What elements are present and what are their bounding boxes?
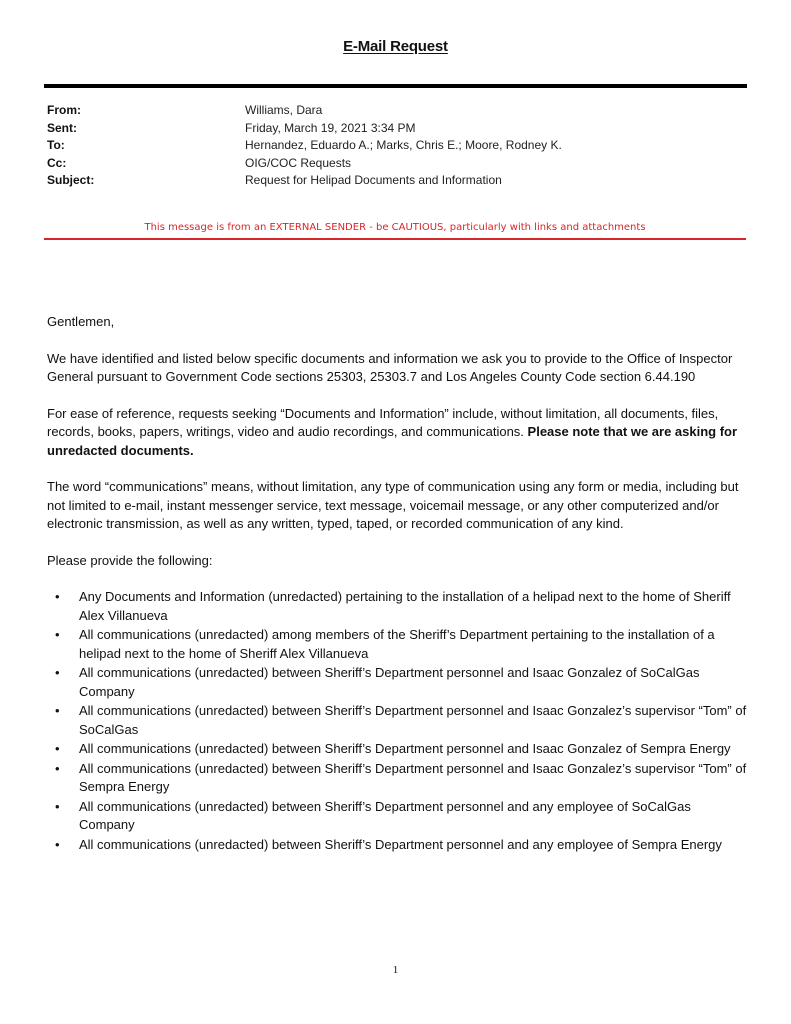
to-label: To: — [47, 138, 65, 152]
list-item: • All communications (unredacted) between Sheriff’s Department personnel and Isaac Gonzalez’s supervisor “Tom” of SoCalGas — [55, 703, 747, 737]
cc-row — [47, 155, 747, 173]
paragraph-definition-communications: The word “communications” means, without limitation, any type of communication using any form or media, including but not limited to e-mail, instant messenger service, text message, voicemail message, or any other computerized and/or electronic transmission, as well as any written, typed, taped, or recorded communication of any kind. — [47, 479, 739, 531]
email-header — [47, 102, 747, 190]
from-value: Williams, Dara — [245, 103, 323, 117]
header-divider — [44, 84, 747, 88]
bullet-icon: • — [55, 760, 60, 776]
bullet-icon: • — [55, 798, 60, 814]
bullet-icon: • — [55, 741, 60, 756]
unredacted-notice: Please note that we are asking for unredacted documents. — [47, 424, 738, 458]
request-list — [47, 588, 747, 854]
paragraph-purpose: We have identified and listed below specific documents and information we ask you to provide to the Office of Inspector General pursuant to Government Code sections 25303, 25303.7 and Los Angeles County Code section 6.44.190 — [47, 350, 733, 384]
bullet-icon: • — [55, 665, 60, 680]
from-label: From: — [47, 103, 81, 117]
bullet-icon: • — [55, 703, 60, 718]
list-item: • Any Documents and Information (unredacted) pertaining to the installation of a helipad next to the home of Sheriff Alex Villanueva — [55, 589, 731, 623]
subject-label: Subject: — [47, 173, 95, 187]
list-item: • All communications (unredacted) between Sheriff’s Department personnel and Isaac Gonzalez of SoCalGas Company — [55, 665, 700, 699]
list-intro: Please provide the following: — [47, 552, 213, 568]
page-number: 1 — [392, 964, 399, 976]
paragraph-definition-documents — [47, 405, 747, 461]
list-item: • All communications (unredacted) between Sheriff’s Department personnel and any employee of Sempra Energy — [47, 836, 747, 855]
to-value: Hernandez, Eduardo A.; Marks, Chris E.; Moore, Rodney K. — [245, 138, 562, 152]
sent-label: Sent: — [47, 120, 77, 135]
greeting: Gentlemen, — [47, 314, 115, 329]
document-title: E-Mail Request — [343, 38, 448, 55]
cc-label: Cc: — [47, 155, 67, 170]
subject-row — [47, 172, 747, 190]
bullet-icon: • — [55, 589, 60, 604]
list-item: • All communications (unredacted) between Sheriff’s Department personnel and Isaac Gonzalez’s supervisor “Tom” of Sempra Energy — [55, 760, 747, 794]
sent-value: Friday, March 19, 2021 3:34 PM — [245, 120, 416, 135]
list-item: • All communications (unredacted) among members of the Sheriff’s Department pertaining to the installation of a helipad next to the home of Sheriff Alex Villanueva — [55, 627, 715, 661]
bullet-icon: • — [55, 836, 60, 852]
sent-row — [47, 120, 747, 138]
external-sender-warning: This message is from an EXTERNAL SENDER - be CAUTIOUS, particularly with links and attachments — [144, 222, 646, 233]
bullet-icon: • — [55, 627, 60, 642]
cc-value: OIG/COC Requests — [245, 155, 352, 170]
warning-divider — [44, 238, 746, 240]
from-row — [47, 102, 747, 120]
subject-value: Request for Helipad Documents and Information — [245, 173, 502, 187]
list-item: • All communications (unredacted) between Sheriff’s Department personnel and Isaac Gonzalez of Sempra Energy — [47, 740, 747, 759]
list-item: • All communications (unredacted) between Sheriff’s Department personnel and any employee of SoCalGas Company — [55, 798, 691, 832]
paragraph-definition-text: For ease of reference, requests seeking “Documents and Information” include, without limitation, all documents, files, records, books, papers, writings, video and audio recordings, and communications. — [47, 405, 719, 439]
email-body — [47, 313, 747, 855]
to-row — [47, 137, 747, 155]
